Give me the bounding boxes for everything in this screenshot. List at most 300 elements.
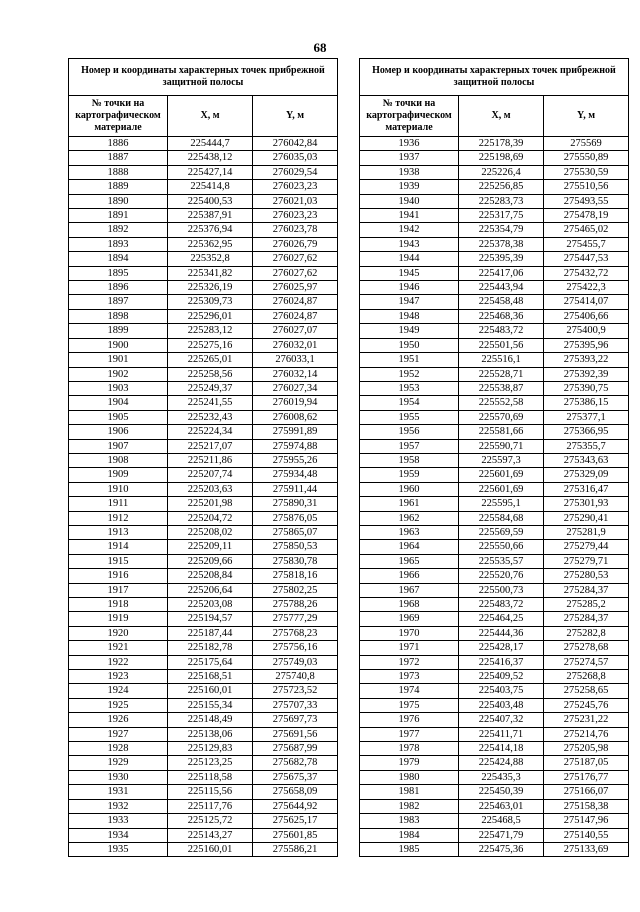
table-row [360, 511, 629, 525]
point-number-cell: 1927 [69, 727, 168, 741]
x-coordinate-cell: 225450,39 [459, 785, 544, 799]
table-row [69, 468, 338, 482]
table-row [69, 367, 338, 381]
x-coordinate-cell: 225528,71 [459, 367, 544, 381]
y-coordinate-cell: 275406,66 [544, 309, 629, 323]
y-coordinate-cell: 275281,9 [544, 525, 629, 539]
point-number-cell: 1906 [69, 425, 168, 439]
y-coordinate-cell: 275343,63 [544, 453, 629, 467]
x-coordinate-cell: 225203,08 [168, 598, 253, 612]
x-coordinate-cell: 225416,37 [459, 655, 544, 669]
table-row [360, 252, 629, 266]
point-number-cell: 1949 [360, 324, 459, 338]
y-coordinate-cell: 276032,01 [253, 338, 338, 352]
point-number-cell: 1917 [69, 583, 168, 597]
y-coordinate-cell: 275284,37 [544, 583, 629, 597]
y-coordinate-cell: 275285,2 [544, 598, 629, 612]
x-coordinate-cell: 225601,69 [459, 482, 544, 496]
table-title: Номер и координаты характерных точек прибрежной защитной полосы [360, 59, 629, 96]
y-coordinate-cell: 276024,87 [253, 295, 338, 309]
y-coordinate-cell: 275569 [544, 137, 629, 151]
point-number-cell: 1908 [69, 453, 168, 467]
point-number-cell: 1939 [360, 180, 459, 194]
table-row [69, 497, 338, 511]
table-row [69, 353, 338, 367]
x-coordinate-cell: 225283,73 [459, 194, 544, 208]
y-coordinate-cell: 276042,84 [253, 137, 338, 151]
point-number-cell: 1970 [360, 626, 459, 640]
point-number-cell: 1948 [360, 309, 459, 323]
y-coordinate-cell: 276023,23 [253, 180, 338, 194]
point-number-cell: 1887 [69, 151, 168, 165]
coordinates-table-left [68, 58, 338, 857]
x-coordinate-cell: 225407,32 [459, 713, 544, 727]
point-number-cell: 1897 [69, 295, 168, 309]
point-number-cell: 1981 [360, 785, 459, 799]
table-row [360, 367, 629, 381]
y-coordinate-cell: 276023,78 [253, 223, 338, 237]
point-number-cell: 1957 [360, 439, 459, 453]
table-row [360, 439, 629, 453]
point-number-cell: 1961 [360, 497, 459, 511]
table-row [69, 209, 338, 223]
x-coordinate-cell: 225362,95 [168, 237, 253, 251]
y-coordinate-cell: 275974,88 [253, 439, 338, 453]
table-row [360, 770, 629, 784]
y-coordinate-cell: 275393,22 [544, 353, 629, 367]
y-coordinate-cell: 275245,76 [544, 698, 629, 712]
table-row [360, 799, 629, 813]
table-row [360, 569, 629, 583]
table-row [69, 439, 338, 453]
x-coordinate-cell: 225483,72 [459, 324, 544, 338]
point-number-cell: 1969 [360, 612, 459, 626]
point-number-cell: 1911 [69, 497, 168, 511]
point-number-cell: 1900 [69, 338, 168, 352]
y-coordinate-cell: 275258,65 [544, 684, 629, 698]
x-coordinate-cell: 225129,83 [168, 742, 253, 756]
table-row [360, 194, 629, 208]
table-row [69, 785, 338, 799]
y-coordinate-cell: 275830,78 [253, 554, 338, 568]
x-coordinate-cell: 225501,56 [459, 338, 544, 352]
x-coordinate-cell: 225125,72 [168, 814, 253, 828]
y-coordinate-cell: 275478,19 [544, 209, 629, 223]
y-coordinate-cell: 275682,78 [253, 756, 338, 770]
y-coordinate-cell: 275176,77 [544, 770, 629, 784]
y-coordinate-cell: 275455,7 [544, 237, 629, 251]
table-row [360, 453, 629, 467]
point-number-cell: 1916 [69, 569, 168, 583]
point-number-cell: 1892 [69, 223, 168, 237]
y-coordinate-cell: 275301,93 [544, 497, 629, 511]
point-number-cell: 1915 [69, 554, 168, 568]
table-row [360, 180, 629, 194]
x-coordinate-cell: 225217,07 [168, 439, 253, 453]
y-coordinate-cell: 275390,75 [544, 381, 629, 395]
x-coordinate-cell: 225411,71 [459, 727, 544, 741]
x-coordinate-cell: 225187,44 [168, 626, 253, 640]
point-number-cell: 1891 [69, 209, 168, 223]
table-row [69, 756, 338, 770]
table-row [69, 223, 338, 237]
point-number-cell: 1928 [69, 742, 168, 756]
point-number-cell: 1962 [360, 511, 459, 525]
x-coordinate-cell: 225443,94 [459, 281, 544, 295]
table-row [69, 237, 338, 251]
table-row [360, 381, 629, 395]
table-row [360, 410, 629, 424]
point-number-cell: 1936 [360, 137, 459, 151]
y-coordinate-cell: 275707,33 [253, 698, 338, 712]
point-number-cell: 1955 [360, 410, 459, 424]
x-coordinate-cell: 225194,57 [168, 612, 253, 626]
point-number-cell: 1954 [360, 396, 459, 410]
table-row [360, 353, 629, 367]
table-row [360, 137, 629, 151]
point-number-cell: 1956 [360, 425, 459, 439]
point-number-cell: 1926 [69, 713, 168, 727]
x-coordinate-cell: 225209,66 [168, 554, 253, 568]
point-number-cell: 1973 [360, 670, 459, 684]
table-row [360, 425, 629, 439]
table-row [360, 727, 629, 741]
point-number-cell: 1905 [69, 410, 168, 424]
point-number-cell: 1982 [360, 799, 459, 813]
x-coordinate-cell: 225475,36 [459, 842, 544, 856]
x-coordinate-cell: 225155,34 [168, 698, 253, 712]
x-coordinate-cell: 225160,01 [168, 684, 253, 698]
y-coordinate-cell: 275876,05 [253, 511, 338, 525]
table-row [69, 396, 338, 410]
table-row [69, 713, 338, 727]
y-coordinate-cell: 275432,72 [544, 266, 629, 280]
y-coordinate-cell: 275284,37 [544, 612, 629, 626]
x-coordinate-cell: 225211,86 [168, 453, 253, 467]
point-number-cell: 1909 [69, 468, 168, 482]
y-coordinate-cell: 275274,57 [544, 655, 629, 669]
y-coordinate-cell: 275756,16 [253, 641, 338, 655]
x-coordinate-cell: 225341,82 [168, 266, 253, 280]
table-row [69, 511, 338, 525]
y-coordinate-cell: 275447,53 [544, 252, 629, 266]
table-row [69, 814, 338, 828]
table-row [69, 569, 338, 583]
x-coordinate-cell: 225458,48 [459, 295, 544, 309]
table-row [69, 670, 338, 684]
y-coordinate-cell: 275395,96 [544, 338, 629, 352]
table-row [69, 655, 338, 669]
point-number-cell: 1938 [360, 165, 459, 179]
y-coordinate-cell: 276026,79 [253, 237, 338, 251]
point-number-cell: 1924 [69, 684, 168, 698]
x-coordinate-cell: 225516,1 [459, 353, 544, 367]
y-coordinate-cell: 275510,56 [544, 180, 629, 194]
x-coordinate-cell: 225224,34 [168, 425, 253, 439]
table-row [360, 338, 629, 352]
table-row [360, 684, 629, 698]
page-number: 68 [313, 40, 327, 55]
x-coordinate-cell: 225500,73 [459, 583, 544, 597]
column-header-y: Y, м [544, 96, 629, 137]
x-coordinate-cell: 225258,56 [168, 367, 253, 381]
x-coordinate-cell: 225552,58 [459, 396, 544, 410]
y-coordinate-cell: 275601,85 [253, 828, 338, 842]
x-coordinate-cell: 225387,91 [168, 209, 253, 223]
x-coordinate-cell: 225376,94 [168, 223, 253, 237]
x-coordinate-cell: 225581,66 [459, 425, 544, 439]
point-number-cell: 1931 [69, 785, 168, 799]
table-row [360, 785, 629, 799]
y-coordinate-cell: 275422,3 [544, 281, 629, 295]
x-coordinate-cell: 225464,25 [459, 612, 544, 626]
y-coordinate-cell: 275644,92 [253, 799, 338, 813]
y-coordinate-cell: 275290,41 [544, 511, 629, 525]
y-coordinate-cell: 275400,9 [544, 324, 629, 338]
x-coordinate-cell: 225378,38 [459, 237, 544, 251]
table-row [69, 137, 338, 151]
point-number-cell: 1964 [360, 540, 459, 554]
y-coordinate-cell: 275493,55 [544, 194, 629, 208]
x-coordinate-cell: 225296,01 [168, 309, 253, 323]
table-row [69, 180, 338, 194]
x-coordinate-cell: 225569,59 [459, 525, 544, 539]
table-row [360, 540, 629, 554]
table-row [69, 194, 338, 208]
point-number-cell: 1913 [69, 525, 168, 539]
y-coordinate-cell: 275140,55 [544, 828, 629, 842]
table-row [69, 453, 338, 467]
y-coordinate-cell: 275675,37 [253, 770, 338, 784]
table-row [360, 151, 629, 165]
y-coordinate-cell: 275147,96 [544, 814, 629, 828]
y-coordinate-cell: 275934,48 [253, 468, 338, 482]
x-coordinate-cell: 225550,66 [459, 540, 544, 554]
table-row [360, 742, 629, 756]
x-coordinate-cell: 225309,73 [168, 295, 253, 309]
x-coordinate-cell: 225160,01 [168, 842, 253, 856]
point-number-cell: 1980 [360, 770, 459, 784]
point-number-cell: 1888 [69, 165, 168, 179]
y-coordinate-cell: 275392,39 [544, 367, 629, 381]
coordinates-table-right [359, 58, 629, 857]
y-coordinate-cell: 275279,71 [544, 554, 629, 568]
x-coordinate-cell: 225570,69 [459, 410, 544, 424]
point-number-cell: 1889 [69, 180, 168, 194]
y-coordinate-cell: 275658,09 [253, 785, 338, 799]
table-row [360, 641, 629, 655]
table-row [360, 482, 629, 496]
x-coordinate-cell: 225424,88 [459, 756, 544, 770]
y-coordinate-cell: 275414,07 [544, 295, 629, 309]
table-row [69, 309, 338, 323]
point-number-cell: 1896 [69, 281, 168, 295]
table-row [69, 295, 338, 309]
x-coordinate-cell: 225427,14 [168, 165, 253, 179]
point-number-cell: 1898 [69, 309, 168, 323]
x-coordinate-cell: 225468,36 [459, 309, 544, 323]
table-row [360, 670, 629, 684]
table-row [360, 266, 629, 280]
table-row [69, 598, 338, 612]
y-coordinate-cell: 276024,87 [253, 309, 338, 323]
table-row [69, 799, 338, 813]
x-coordinate-cell: 225209,11 [168, 540, 253, 554]
x-coordinate-cell: 225115,56 [168, 785, 253, 799]
x-coordinate-cell: 225538,87 [459, 381, 544, 395]
y-coordinate-cell: 275890,31 [253, 497, 338, 511]
point-number-cell: 1919 [69, 612, 168, 626]
point-number-cell: 1914 [69, 540, 168, 554]
x-coordinate-cell: 225148,49 [168, 713, 253, 727]
x-coordinate-cell: 225352,8 [168, 252, 253, 266]
y-coordinate-cell: 275530,59 [544, 165, 629, 179]
x-coordinate-cell: 225463,01 [459, 799, 544, 813]
point-number-cell: 1890 [69, 194, 168, 208]
x-coordinate-cell: 225414,8 [168, 180, 253, 194]
table-row [69, 727, 338, 741]
point-number-cell: 1943 [360, 237, 459, 251]
table-row [360, 713, 629, 727]
y-coordinate-cell: 275850,53 [253, 540, 338, 554]
point-number-cell: 1940 [360, 194, 459, 208]
y-coordinate-cell: 275282,8 [544, 626, 629, 640]
x-coordinate-cell: 225182,78 [168, 641, 253, 655]
y-coordinate-cell: 275231,22 [544, 713, 629, 727]
point-number-cell: 1985 [360, 842, 459, 856]
x-coordinate-cell: 225597,3 [459, 453, 544, 467]
y-coordinate-cell: 276021,03 [253, 194, 338, 208]
point-number-cell: 1968 [360, 598, 459, 612]
column-header-x: X, м [459, 96, 544, 137]
y-coordinate-cell: 275278,68 [544, 641, 629, 655]
point-number-cell: 1893 [69, 237, 168, 251]
table-row [69, 410, 338, 424]
point-number-cell: 1941 [360, 209, 459, 223]
point-number-cell: 1932 [69, 799, 168, 813]
table-row [69, 525, 338, 539]
column-header-y: Y, м [253, 96, 338, 137]
point-number-cell: 1947 [360, 295, 459, 309]
point-number-cell: 1895 [69, 266, 168, 280]
x-coordinate-cell: 225265,01 [168, 353, 253, 367]
table-row [360, 554, 629, 568]
table-row [360, 626, 629, 640]
table-row [69, 583, 338, 597]
table-row [360, 324, 629, 338]
table-row [360, 814, 629, 828]
y-coordinate-cell: 275625,17 [253, 814, 338, 828]
table-row [69, 698, 338, 712]
table-body [360, 137, 629, 857]
y-coordinate-cell: 275316,47 [544, 482, 629, 496]
x-coordinate-cell: 225395,39 [459, 252, 544, 266]
point-number-cell: 1967 [360, 583, 459, 597]
table-row [360, 309, 629, 323]
point-number-cell: 1946 [360, 281, 459, 295]
y-coordinate-cell: 275465,02 [544, 223, 629, 237]
point-number-cell: 1912 [69, 511, 168, 525]
table-row [360, 583, 629, 597]
table-row [360, 209, 629, 223]
table-row [69, 842, 338, 856]
y-coordinate-cell: 275166,07 [544, 785, 629, 799]
point-number-cell: 1894 [69, 252, 168, 266]
point-number-cell: 1903 [69, 381, 168, 395]
x-coordinate-cell: 225203,63 [168, 482, 253, 496]
point-number-cell: 1935 [69, 842, 168, 856]
column-header-point: № точки на картографическом материале [360, 96, 459, 137]
y-coordinate-cell: 276027,07 [253, 324, 338, 338]
point-number-cell: 1975 [360, 698, 459, 712]
x-coordinate-cell: 225123,25 [168, 756, 253, 770]
point-number-cell: 1965 [360, 554, 459, 568]
table-row [69, 338, 338, 352]
y-coordinate-cell: 275158,38 [544, 799, 629, 813]
y-coordinate-cell: 275329,09 [544, 468, 629, 482]
x-coordinate-cell: 225226,4 [459, 165, 544, 179]
y-coordinate-cell: 275550,89 [544, 151, 629, 165]
y-coordinate-cell: 276008,62 [253, 410, 338, 424]
x-coordinate-cell: 225201,98 [168, 497, 253, 511]
point-number-cell: 1974 [360, 684, 459, 698]
y-coordinate-cell: 275187,05 [544, 756, 629, 770]
x-coordinate-cell: 225249,37 [168, 381, 253, 395]
point-number-cell: 1945 [360, 266, 459, 280]
table-row [360, 612, 629, 626]
table-row [360, 468, 629, 482]
point-number-cell: 1944 [360, 252, 459, 266]
y-coordinate-cell: 275911,44 [253, 482, 338, 496]
table-row [69, 770, 338, 784]
y-coordinate-cell: 276035,03 [253, 151, 338, 165]
y-coordinate-cell: 275205,98 [544, 742, 629, 756]
y-coordinate-cell: 276033,1 [253, 353, 338, 367]
x-coordinate-cell: 225208,02 [168, 525, 253, 539]
y-coordinate-cell: 275740,8 [253, 670, 338, 684]
point-number-cell: 1921 [69, 641, 168, 655]
table-row [69, 165, 338, 179]
table-row [69, 151, 338, 165]
point-number-cell: 1923 [69, 670, 168, 684]
table-row [69, 828, 338, 842]
x-coordinate-cell: 225256,85 [459, 180, 544, 194]
point-number-cell: 1910 [69, 482, 168, 496]
point-number-cell: 1934 [69, 828, 168, 842]
y-coordinate-cell: 276019,94 [253, 396, 338, 410]
x-coordinate-cell: 225428,17 [459, 641, 544, 655]
y-coordinate-cell: 275280,53 [544, 569, 629, 583]
y-coordinate-cell: 275865,07 [253, 525, 338, 539]
table-row [360, 756, 629, 770]
point-number-cell: 1960 [360, 482, 459, 496]
point-number-cell: 1979 [360, 756, 459, 770]
x-coordinate-cell: 225175,64 [168, 655, 253, 669]
y-coordinate-cell: 276027,62 [253, 252, 338, 266]
point-number-cell: 1925 [69, 698, 168, 712]
table-row [360, 497, 629, 511]
x-coordinate-cell: 225168,51 [168, 670, 253, 684]
point-number-cell: 1971 [360, 641, 459, 655]
point-number-cell: 1904 [69, 396, 168, 410]
point-number-cell: 1959 [360, 468, 459, 482]
table-row [69, 482, 338, 496]
table-row [69, 324, 338, 338]
y-coordinate-cell: 275955,26 [253, 453, 338, 467]
table-row [69, 252, 338, 266]
y-coordinate-cell: 275697,73 [253, 713, 338, 727]
table-row [69, 612, 338, 626]
